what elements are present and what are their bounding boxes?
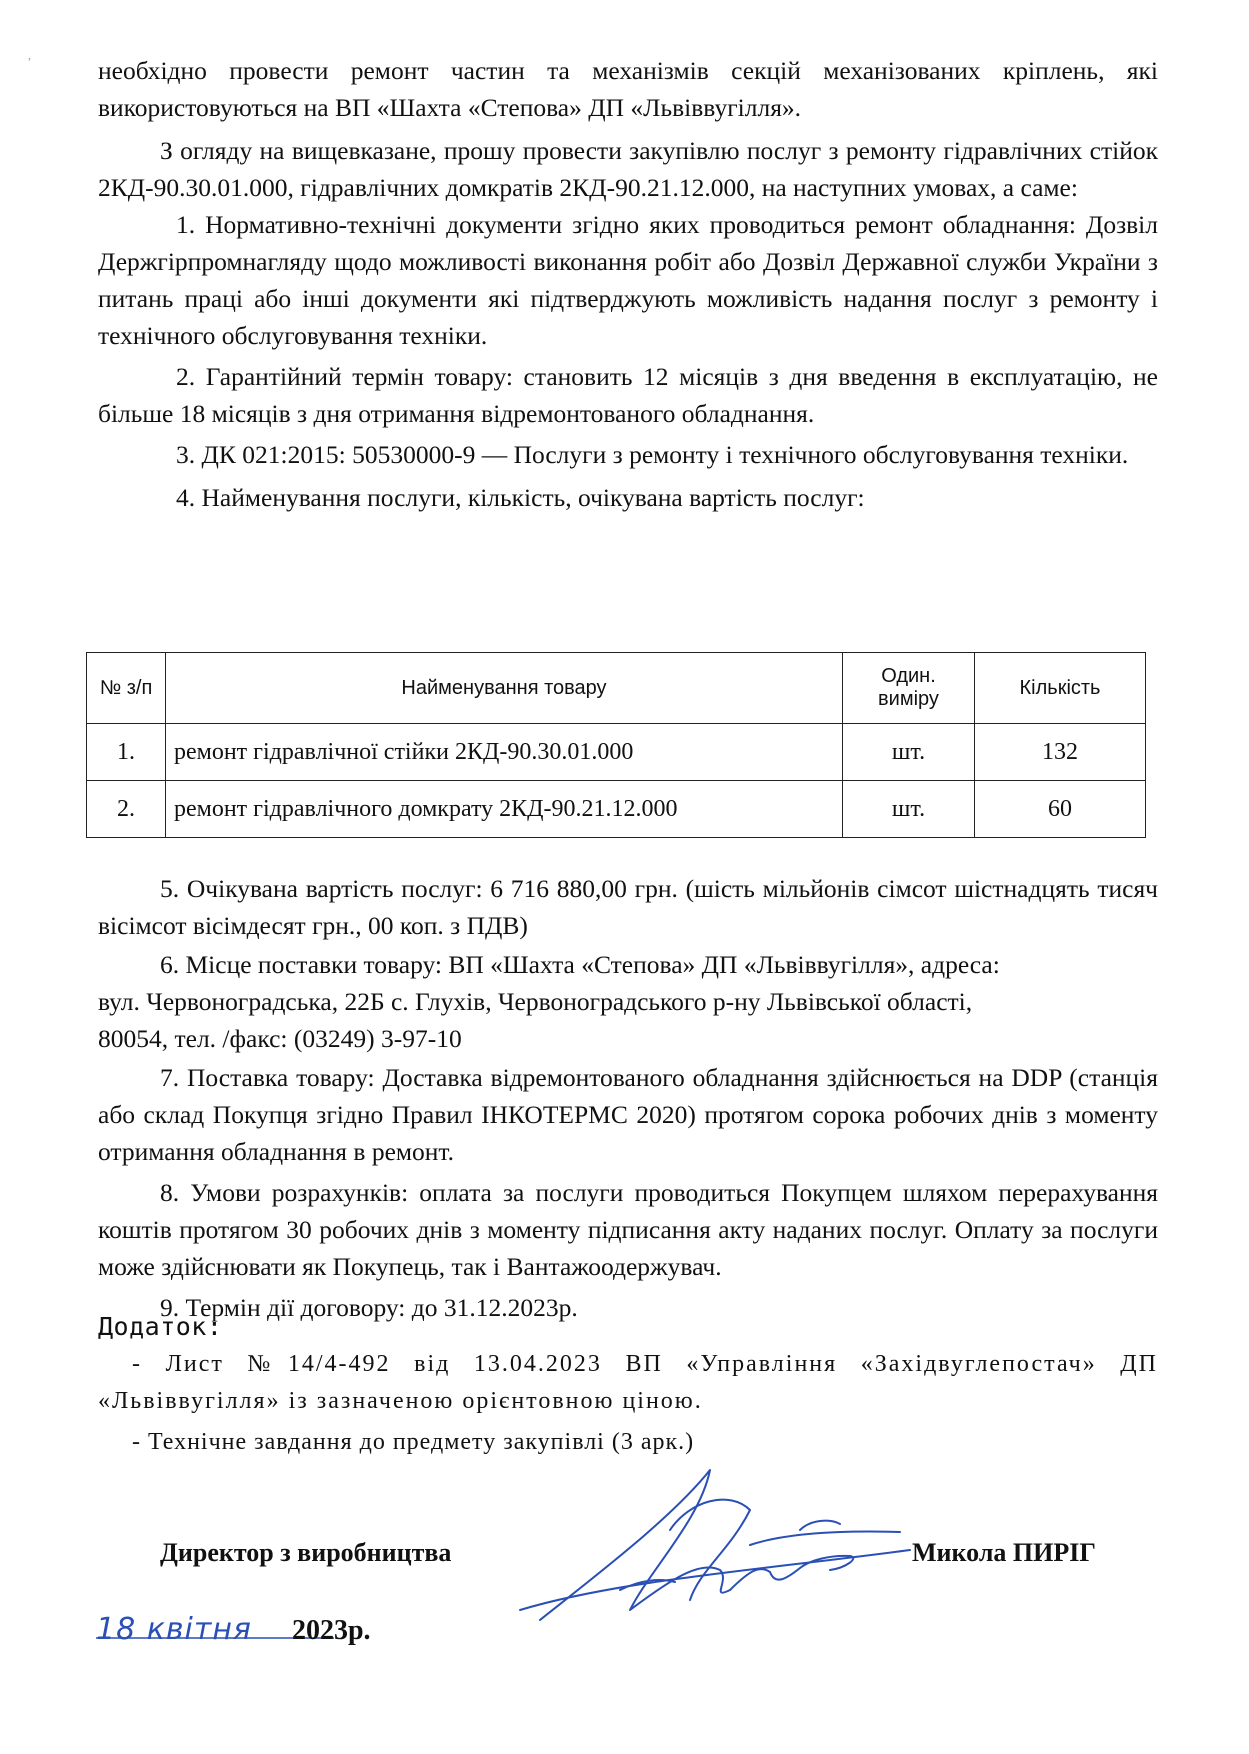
condition-7: 7. Поставка товару: Доставка відремонтованого обладнання здійснюється на DDP (станція або склад Покупця згідно Правил ІНКОТЕРМС 2020) протягом сорока робочих днів з моменту отримання обладнання в ремонт. — [98, 1063, 1158, 1166]
condition-6-line-2: вул. Червоноградська, 22Б с. Глухів, Червоноградського р-ну Львівської області, — [98, 987, 973, 1016]
row-number: 1. — [87, 724, 166, 781]
condition-8: 8. Умови розрахунків: оплата за послуги проводиться Покупцем шляхом перерахування коштів протягом 30 робочих днів з моменту підписання акту наданих послуг. Оплату за послуги може здійснювати як Покупець, так і Вантажоодержувач. — [98, 1178, 1158, 1281]
condition-2: 2. Гарантійний термін товару: становить 12 місяців з дня введення в експлуатацію, не більше 18 місяців з дня отримання відремонтованого обладнання. — [98, 362, 1158, 428]
paragraph-2: З огляду на вищевказане, прошу провести закупівлю послуг з ремонту гідравлічних стійок 2КД-90.30.01.000, гідравлічних домкратів 2КД-90.21.12.000, на наступних умовах, а саме: — [98, 136, 1158, 202]
header-quantity: Кількість — [975, 653, 1146, 724]
appendix-label: Додаток: — [98, 1312, 223, 1341]
header-unit: Один. виміру — [843, 653, 975, 724]
signature-date — [96, 1612, 371, 1647]
row-name: ремонт гідравлічної стійки 2КД-90.30.01.000 — [166, 724, 843, 781]
condition-6-line-3: 80054, тел. /факс: (03249) 3-97-10 — [98, 1024, 462, 1053]
intro-text — [98, 52, 1158, 516]
signer-name: Микола ПИРІГ — [912, 1538, 1096, 1567]
terms-text — [98, 870, 1158, 1326]
signer-position: Директор з виробництва — [160, 1538, 452, 1567]
date-handwritten: 18 квітня — [96, 1612, 252, 1647]
appendix-item-1: - Лист №14/4-492 від 13.04.2023 ВП «Управління «Західвуглепостач» ДП «Львіввугілля» із зазначеною орієнтовною ціною. — [98, 1351, 1158, 1414]
row-unit: шт. — [843, 724, 975, 781]
appendix-list — [98, 1346, 1158, 1461]
row-number: 2. — [87, 781, 166, 838]
paragraph-1: необхідно провести ремонт частин та механізмів секцій механізованих кріплень, які використовуються на ВП «Шахта «Степова» ДП «Львіввугілля». — [98, 56, 1158, 122]
handwritten-signature — [500, 1460, 920, 1630]
table-row — [87, 781, 1146, 838]
row-quantity: 132 — [975, 724, 1146, 781]
condition-4: 4. Найменування послуги, кількість, очікувана вартість послуг: — [176, 483, 865, 512]
header-number: № з/п — [87, 653, 166, 724]
row-unit: шт. — [843, 781, 975, 838]
header-name: Найменування товару — [166, 653, 843, 724]
row-name: ремонт гідравлічного домкрату 2КД-90.21.12.000 — [166, 781, 843, 838]
services-table — [86, 652, 1146, 838]
condition-5: 5. Очікувана вартість послуг: 6 716 880,00 грн. (шість мільйонів сімсот шістнадцять тисяч вісімсот вісімдесят грн., 00 коп. з ПДВ) — [98, 874, 1158, 940]
condition-1: 1. Нормативно-технічні документи згідно яких проводиться ремонт обладнання: Дозвіл Держгірпромнагляду щодо можливості виконання робіт або Дозвіл Державної служби України з питань праці або інші документи які підтверджують можливість надання послуг з ремонту і технічного обслуговування техніки. — [98, 210, 1158, 350]
appendix-item-2: - Технічне завдання до предмету закупівлі (3 арк.) — [132, 1429, 695, 1455]
condition-3: 3. ДК 021:2015: 50530000-9 — Послуги з ремонту і технічного обслуговування техніки. — [176, 440, 1129, 469]
row-quantity: 60 — [975, 781, 1146, 838]
date-year: 2023р. — [291, 1615, 371, 1646]
scan-mark: , — [28, 48, 31, 62]
condition-6-line-1: 6. Місце поставки товару: ВП «Шахта «Степова» ДП «Львіввугілля», адреса: — [160, 950, 1000, 979]
table-row — [87, 724, 1146, 781]
condition-9: 9. Термін дії договору: до 31.12.2023р. — [160, 1293, 578, 1322]
table-header-row — [87, 653, 1146, 724]
